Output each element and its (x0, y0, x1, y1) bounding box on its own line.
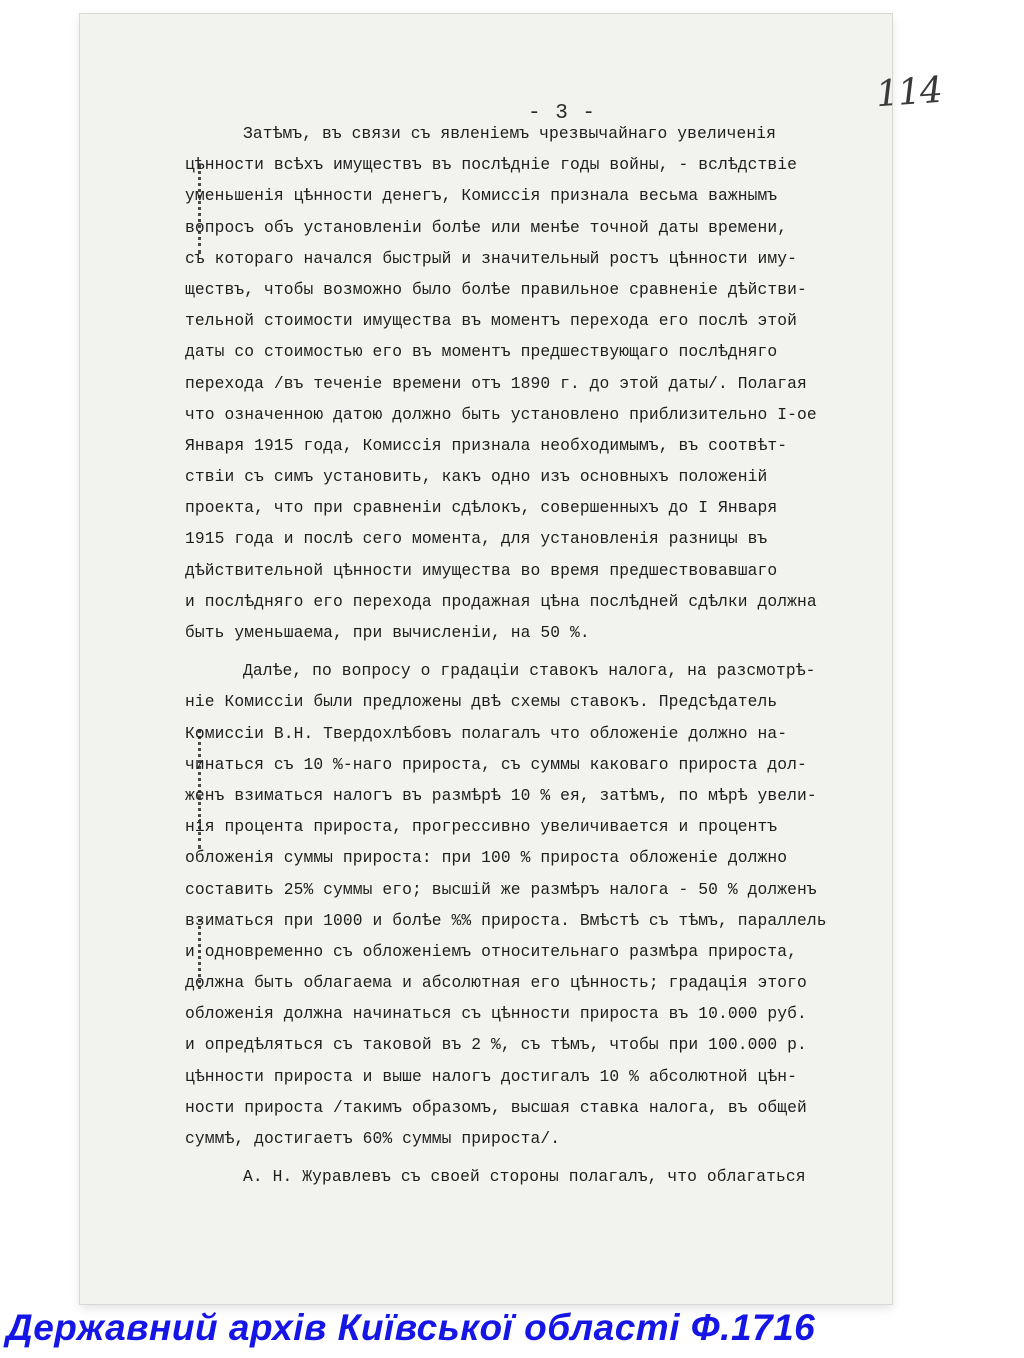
text-line: А. Н. Журавлевъ съ своей стороны полагалъ, что облагаться (243, 1167, 806, 1187)
text-line: быть уменьшаема, при вычисленіи, на 50 %. (185, 623, 590, 642)
text-line: проекта, что при сравненіи сдѣлокъ, совершенныхъ до I Января (185, 498, 778, 518)
text-line: что означенною датою должно быть установлено приблизительно I-ое (185, 404, 817, 424)
text-line: и одновременно съ обложеніемъ относительнаго размѣра прироста, (185, 941, 797, 961)
archive-folio-mark: 114 (874, 69, 944, 116)
text-line: обложенія суммы прироста: при 100 % прироста обложеніе должно (185, 848, 788, 868)
text-line: вопросъ объ установленіи болѣе или менѣе точной даты времени, (185, 217, 788, 237)
text-line: Января 1915 года, Комиссія признала необходимымъ, въ соотвѣт- (185, 435, 788, 455)
text-line: даты со стоимостью его въ моментъ предшествующаго послѣдняго (185, 342, 778, 362)
text-line: обложенія должна начинаться съ цѣнности прироста въ 10.000 руб. (185, 1004, 807, 1024)
text-line: составить 25% суммы его; высшій же размѣръ налога - 50 % долженъ (185, 879, 817, 899)
text-line: перехода /въ теченіе времени отъ 1890 г. до этой даты/. Полагая (185, 373, 807, 393)
text-line: и опредѣляться съ таковой въ 2 %, съ тѣмъ, чтобы при 100.000 р. (185, 1035, 807, 1055)
text-line: женъ взиматься налогъ въ размѣрѣ 10 % ея, затѣмъ, по мѣрѣ увели- (185, 785, 817, 805)
text-line: и послѣдняго его перехода продажная цѣна послѣдней сдѣлки должна (185, 591, 817, 611)
text-line: ствіи съ симъ установить, какъ одно изъ основныхъ положеній (185, 467, 768, 487)
text-line: Затѣмъ, въ связи съ явленіемъ чрезвычайнаго увеличенія (243, 124, 776, 143)
page-number: - 3 - (528, 102, 597, 125)
text-line: Комиссіи В.Н. Твердохлѣбовъ полагалъ что обложеніе должно на- (185, 723, 788, 743)
text-line: цѣнности всѣхъ имуществъ въ послѣдніе годы войны, - вслѣдствіе (185, 155, 797, 175)
text-line: 1915 года и послѣ сего момента, для установленія разницы въ (185, 529, 768, 549)
text-line: съ котораго начался быстрый и значительный ростъ цѣнности иму- (185, 248, 797, 268)
text-line: взиматься при 1000 и болѣе %% прироста. Вмѣстѣ съ тѣмъ, параллель (185, 910, 827, 930)
text-line: Далѣе, по вопросу о градаціи ставокъ налога, на разсмотрѣ- (243, 661, 816, 681)
document-body (185, 118, 865, 1192)
text-line: суммѣ, достигаетъ 60% суммы прироста/. (185, 1129, 561, 1148)
text-line: ніе Комиссіи были предложены двѣ схемы ставокъ. Предсѣдатель (185, 692, 778, 712)
text-line: ности прироста /такимъ образомъ, высшая ставка налога, въ общей (185, 1097, 807, 1117)
text-line: нія процента прироста, прогрессивно увеличивается и процентъ (185, 817, 778, 837)
text-line: цѣнности прироста и выше налогъ достигалъ 10 % абсолютной цѣн- (185, 1066, 797, 1086)
text-line: чинаться съ 10 %-наго прироста, съ суммы каковаго прироста дол- (185, 754, 807, 774)
text-line: уменьшенія цѣнности денегъ, Комиссія признала весьма важнымъ (185, 186, 778, 206)
text-line: должна быть облагаема и абсолютная его цѣнность; градація этого (185, 973, 807, 993)
text-line: дѣйствительной цѣнности имущества во время предшествовавшаго (185, 560, 778, 580)
text-line: тельной стоимости имущества въ моментъ перехода его послѣ этой (185, 311, 797, 331)
text-line: ществъ, чтобы возможно было болѣе правильное сравненіе дѣйстви- (185, 279, 807, 299)
archive-caption: Державний архів Київської області Ф.1716 (6, 1307, 816, 1348)
